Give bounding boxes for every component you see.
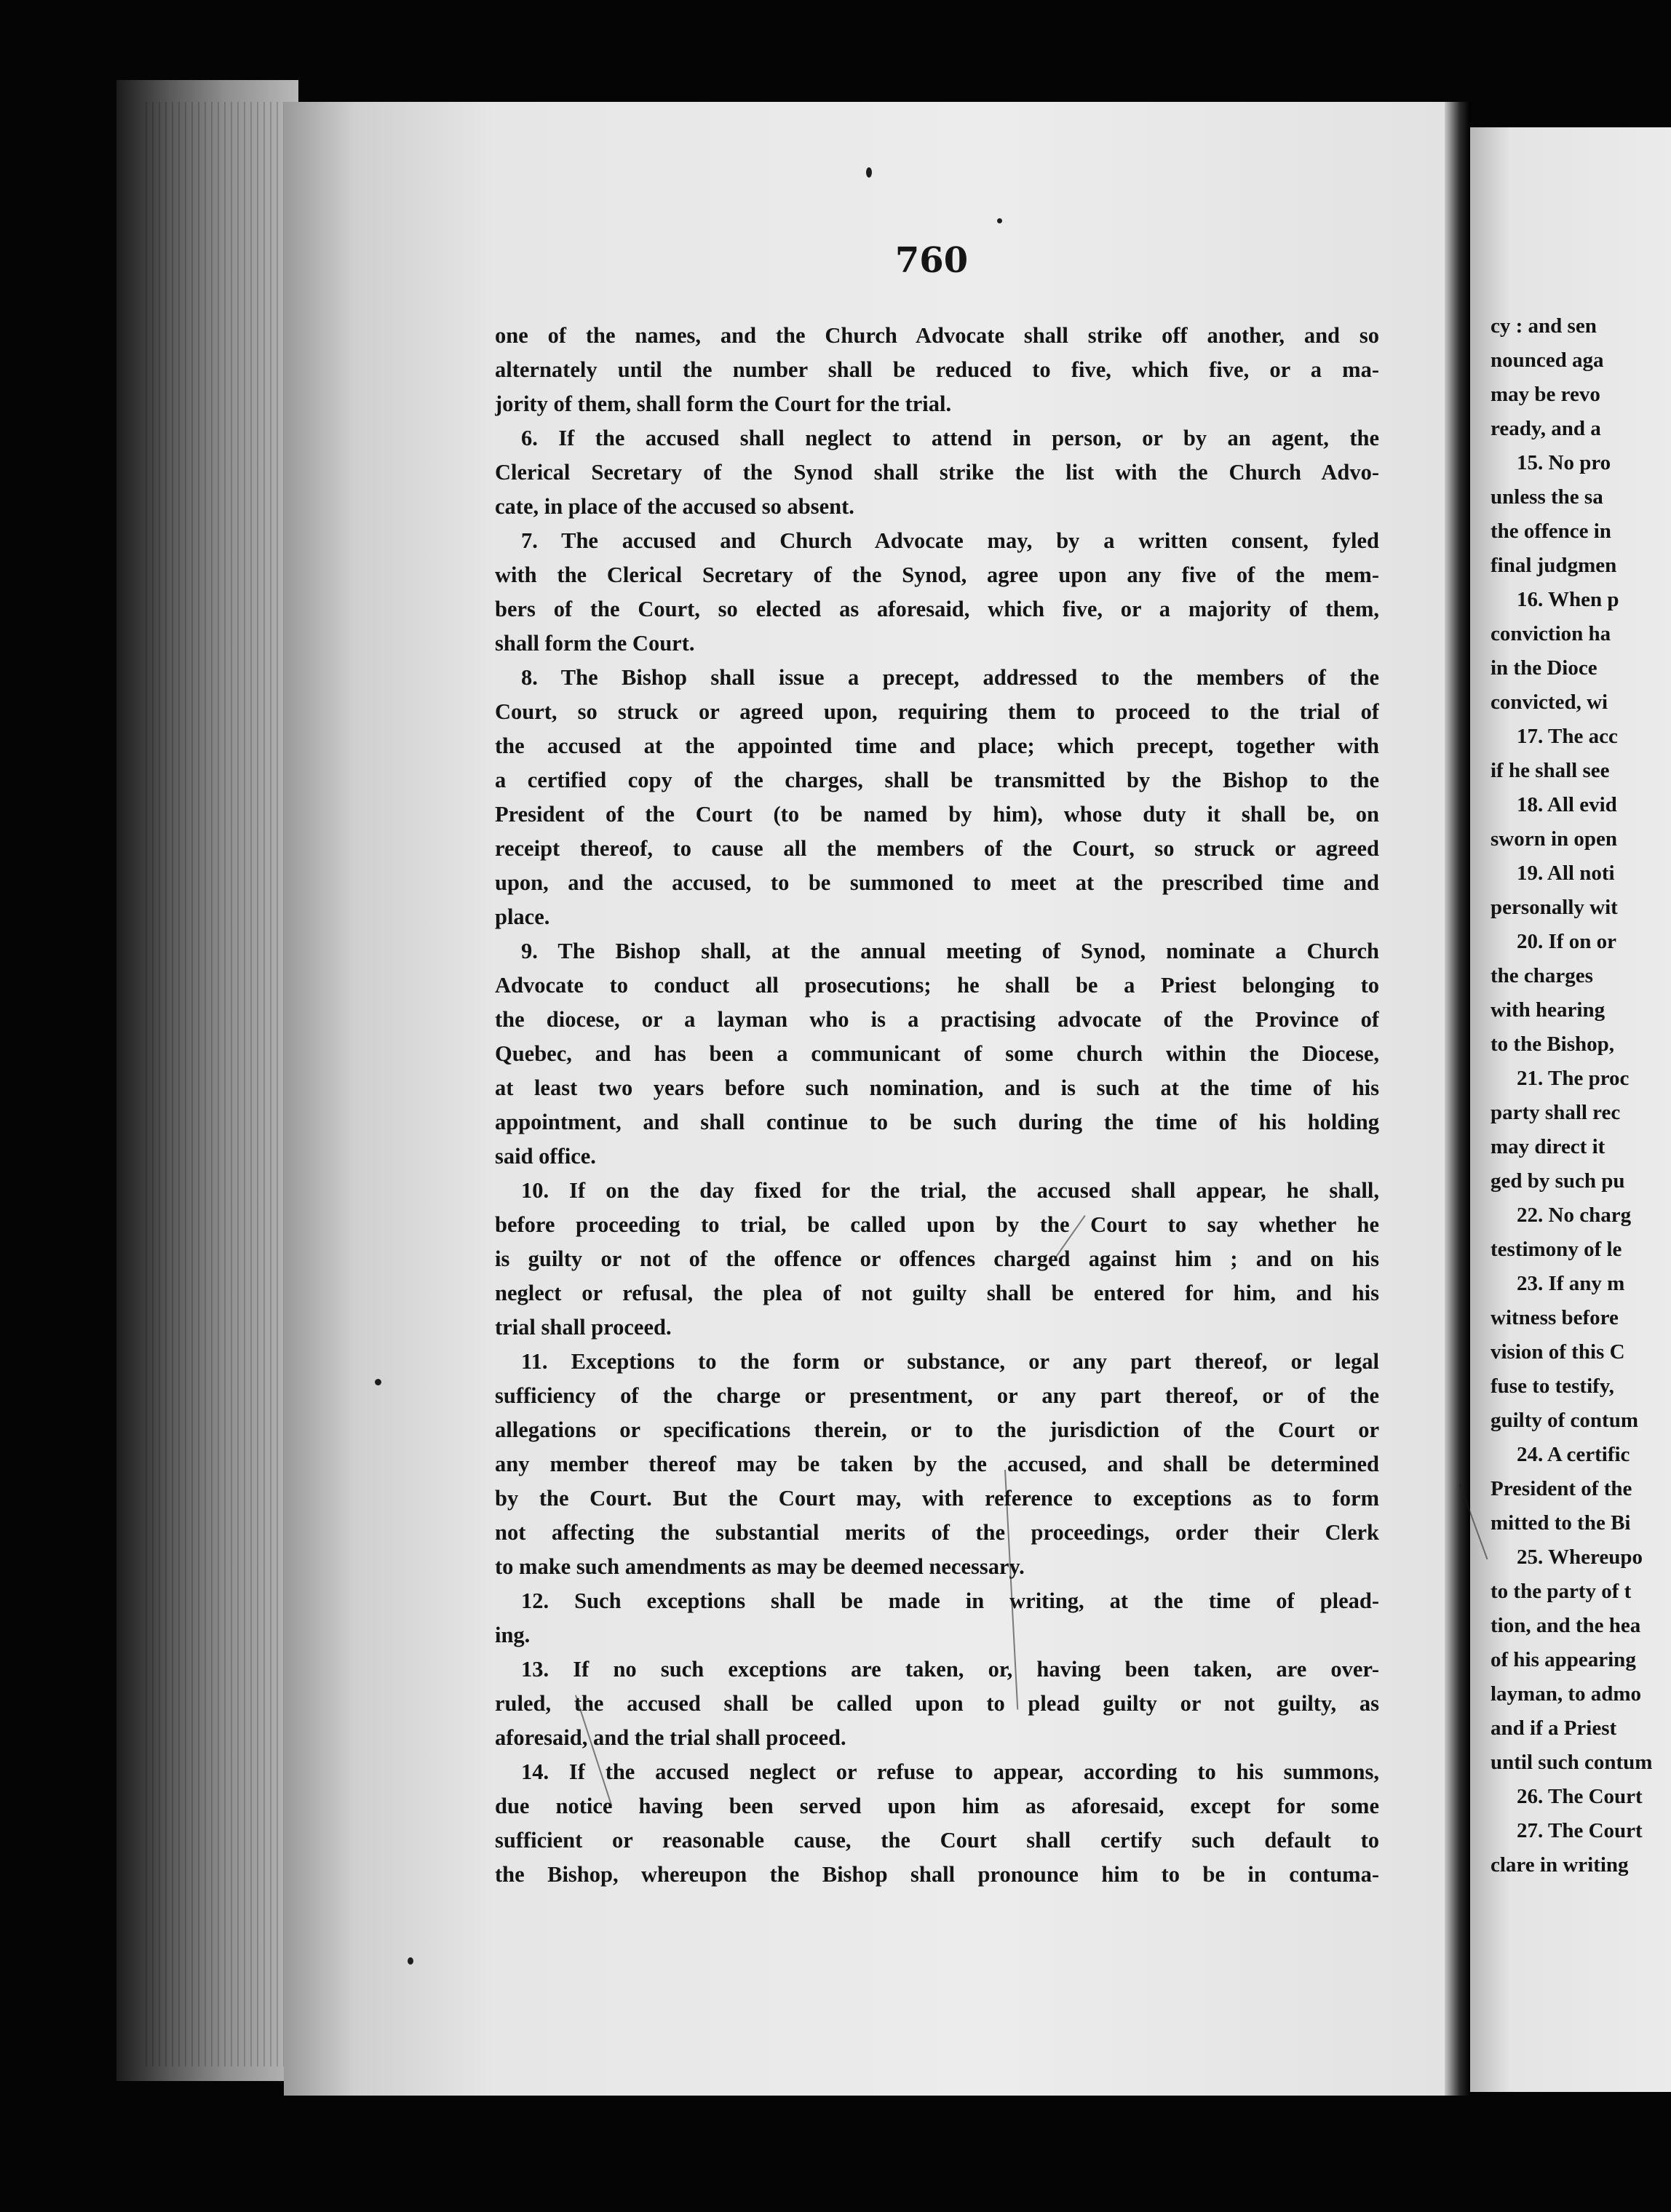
- text-line: cy : and sen: [1491, 314, 1597, 338]
- text-line: one of the names, and the Church Advocate shall strike off another, and so: [495, 323, 1379, 348]
- right-page: [1470, 127, 1671, 2092]
- text-line: ing.: [495, 1623, 531, 1647]
- text-line: ged by such pu: [1491, 1169, 1625, 1193]
- text-line: 17. The acc: [1517, 725, 1618, 748]
- text-line: 22. No charg: [1517, 1204, 1632, 1227]
- text-line: in the Dioce: [1491, 656, 1597, 680]
- book-gutter: [1445, 102, 1470, 2096]
- dust-speck: [375, 1379, 381, 1385]
- dust-speck: [408, 1957, 413, 1965]
- text-line: shall form the Court.: [495, 631, 695, 656]
- dust-speck: [997, 218, 1002, 223]
- text-line: Court, so struck or agreed upon, requiring them to proceed to the trial of: [495, 699, 1379, 724]
- text-line: 8. The Bishop shall issue a precept, addressed to the members of the: [521, 665, 1379, 690]
- text-line: appointment, and shall continue to be such during the time of his holding: [495, 1110, 1379, 1134]
- text-line: mitted to the Bi: [1491, 1511, 1631, 1535]
- text-line: 21. The proc: [1517, 1067, 1630, 1090]
- text-line: upon, and the accused, to be summoned to meet at the prescribed time and: [495, 870, 1379, 895]
- text-line: to make such amendments as may be deemed necessary.: [495, 1554, 1025, 1579]
- text-line: to the Bishop,: [1491, 1033, 1615, 1056]
- text-line: 12. Such exceptions shall be made in writing, at the time of plead-: [521, 1588, 1379, 1613]
- text-line: 7. The accused and Church Advocate may, by a written consent, fyled: [521, 528, 1379, 553]
- text-line: conviction ha: [1491, 622, 1611, 645]
- text-line: President of the: [1491, 1477, 1632, 1500]
- text-line: may be revo: [1491, 383, 1600, 406]
- text-line: 19. All noti: [1517, 862, 1615, 885]
- text-line: due notice having been served upon him as aforesaid, except for some: [495, 1794, 1379, 1818]
- text-line: of his appearing: [1491, 1648, 1636, 1671]
- text-line: ruled, the accused shall be called upon to plead guilty or not guilty, as: [495, 1691, 1379, 1716]
- text-line: neglect or refusal, the plea of not guilty shall be entered for him, and his: [495, 1281, 1379, 1305]
- text-line: said office.: [495, 1144, 596, 1169]
- text-line: before proceeding to trial, be called upon by the Court to say whether he: [495, 1212, 1379, 1237]
- text-line: unless the sa: [1491, 485, 1603, 509]
- text-line: allegations or specifications therein, or to the jurisdiction of the Court or: [495, 1417, 1379, 1442]
- text-line: Advocate to conduct all prosecutions; he shall be a Priest belonging to: [495, 973, 1379, 998]
- text-line: 26. The Court: [1517, 1785, 1643, 1808]
- text-line: witness before: [1491, 1306, 1619, 1329]
- text-line: place.: [495, 904, 550, 929]
- text-line: if he shall see: [1491, 759, 1610, 782]
- text-line: may direct it: [1491, 1135, 1605, 1158]
- text-line: 24. A certific: [1517, 1443, 1630, 1466]
- text-line: 20. If on or: [1517, 930, 1616, 953]
- text-line: ready, and a: [1491, 417, 1601, 440]
- text-line: aforesaid, and the trial shall proceed.: [495, 1725, 846, 1750]
- text-line: layman, to admo: [1491, 1682, 1642, 1706]
- text-line: by the Court. But the Court may, with reference to exceptions as to form: [495, 1486, 1379, 1511]
- text-line: clare in writing: [1491, 1853, 1629, 1877]
- text-line: 15. No pro: [1517, 451, 1611, 474]
- text-line: the Bishop, whereupon the Bishop shall pronounce him to be in contuma-: [495, 1862, 1379, 1887]
- right-page-text: [1491, 309, 1671, 1882]
- text-line: at least two years before such nomination, and is such at the time of his: [495, 1075, 1379, 1100]
- text-line: the offence in: [1491, 520, 1611, 543]
- text-line: bers of the Court, so elected as aforesaid, which five, or a majority of them,: [495, 597, 1379, 621]
- text-line: President of the Court (to be named by him), whose duty it shall be, on: [495, 802, 1379, 827]
- text-line: personally wit: [1491, 896, 1618, 919]
- text-line: alternately until the number shall be reduced to five, which five, or a ma-: [495, 357, 1379, 382]
- left-page-text: [495, 319, 1379, 1892]
- text-line: until such contum: [1491, 1751, 1653, 1774]
- text-line: receipt thereof, to cause all the members of the Court, so struck or agreed: [495, 836, 1379, 861]
- text-line: 11. Exceptions to the form or substance, or any part thereof, or legal: [521, 1349, 1379, 1374]
- text-line: party shall rec: [1491, 1101, 1621, 1124]
- text-line: not affecting the substantial merits of the proceedings, order their Clerk: [495, 1520, 1379, 1545]
- text-line: final judgmen: [1491, 554, 1617, 577]
- text-line: the accused at the appointed time and place; which precept, together with: [495, 733, 1379, 758]
- text-line: Quebec, and has been a communicant of some church within the Diocese,: [495, 1041, 1379, 1066]
- text-line: nounced aga: [1491, 349, 1604, 372]
- text-line: 16. When p: [1517, 588, 1619, 611]
- text-line: sufficient or reasonable cause, the Court shall certify such default to: [495, 1828, 1379, 1853]
- text-line: vision of this C: [1491, 1340, 1625, 1364]
- page-edges: [146, 102, 291, 2066]
- text-line: with the Clerical Secretary of the Synod, agree upon any five of the mem-: [495, 562, 1379, 587]
- text-line: sworn in open: [1491, 827, 1618, 851]
- text-line: sufficiency of the charge or presentment, or any part thereof, or of the: [495, 1383, 1379, 1408]
- text-line: the charges: [1491, 964, 1593, 987]
- text-line: trial shall proceed.: [495, 1315, 672, 1340]
- text-line: to the party of t: [1491, 1580, 1632, 1603]
- page-number: 760: [894, 240, 969, 281]
- text-line: any member thereof may be taken by the accused, and shall be determined: [495, 1452, 1379, 1476]
- text-line: jority of them, shall form the Court for the trial.: [495, 391, 952, 416]
- text-line: guilty of contum: [1491, 1409, 1638, 1432]
- text-line: 18. All evid: [1517, 793, 1617, 816]
- text-line: convicted, wi: [1491, 691, 1608, 714]
- text-line: cate, in place of the accused so absent.: [495, 494, 854, 519]
- text-line: 10. If on the day fixed for the trial, the accused shall appear, he shall,: [521, 1178, 1379, 1203]
- text-line: is guilty or not of the offence or offences charged against him ; and on his: [495, 1246, 1379, 1271]
- text-line: with hearing: [1491, 998, 1605, 1022]
- text-line: 6. If the accused shall neglect to attend in person, or by an agent, the: [521, 426, 1379, 450]
- text-line: Clerical Secretary of the Synod shall strike the list with the Church Advo-: [495, 460, 1379, 485]
- text-line: 25. Whereupo: [1517, 1545, 1643, 1569]
- text-line: 27. The Court: [1517, 1819, 1643, 1842]
- text-line: 13. If no such exceptions are taken, or, having been taken, are over-: [521, 1657, 1379, 1682]
- text-line: the diocese, or a layman who is a practising advocate of the Province of: [495, 1007, 1379, 1032]
- text-line: 14. If the accused neglect or refuse to appear, according to his summons,: [521, 1759, 1379, 1784]
- text-line: testimony of le: [1491, 1238, 1622, 1261]
- text-line: 9. The Bishop shall, at the annual meeting of Synod, nominate a Church: [521, 939, 1379, 963]
- text-line: fuse to testify,: [1491, 1374, 1614, 1398]
- text-line: tion, and the hea: [1491, 1614, 1641, 1637]
- dust-speck: [866, 167, 872, 178]
- text-line: and if a Priest: [1491, 1716, 1617, 1740]
- text-line: 23. If any m: [1517, 1272, 1625, 1295]
- text-line: a certified copy of the charges, shall be transmitted by the Bishop to the: [495, 768, 1379, 792]
